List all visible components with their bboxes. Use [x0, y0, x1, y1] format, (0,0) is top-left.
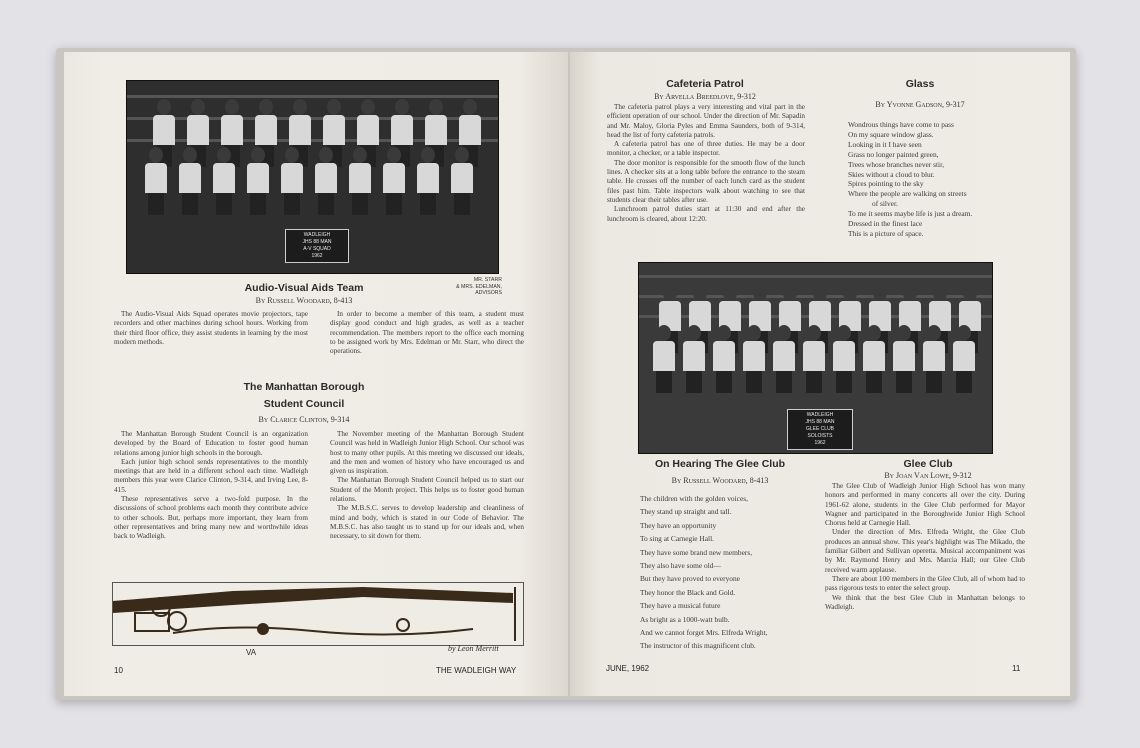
cafeteria-body [607, 103, 805, 224]
photo-figure [953, 325, 975, 393]
photo-figure [653, 325, 675, 393]
cartoon-drawing [113, 583, 523, 645]
poem-line: They have some brand new members, [640, 547, 753, 557]
photo-figure [417, 147, 439, 215]
av-article-byline: By Russell Woodard, 8-413 [255, 296, 353, 305]
council-title-line2: Student Council [263, 398, 345, 410]
av-squad-sign: WADLEIGH JHS 88 MAN A-V SQUAD 1962 [285, 229, 349, 263]
caption-line: & MRS. EDELMAN, [456, 283, 502, 290]
poem-line: To me it seems maybe life is just a dream. [848, 209, 973, 219]
glee-club-byline: By Joan Van Lowe, 9-312 [884, 471, 972, 480]
poem-line: Where the people are walking on streets [848, 189, 967, 199]
poem-line: They have a musical future [640, 601, 721, 611]
glass-poem [848, 120, 1058, 239]
photo-figure [893, 325, 915, 393]
photo-figure [213, 147, 235, 215]
council-col1 [114, 430, 308, 542]
glee-club-body [825, 482, 1025, 612]
poem-line: The children with the golden voices, [640, 494, 748, 503]
publication-name: THE WADLEIGH WAY [436, 666, 517, 675]
page-number-left: 10 [114, 666, 123, 675]
photo-figure [383, 147, 405, 215]
photo-figure [451, 147, 473, 215]
photo-figure [803, 325, 825, 393]
hearing-poem [640, 492, 840, 653]
photo-figure [743, 325, 765, 393]
poem-line: of silver. [872, 199, 898, 209]
paragraph: The Manhattan Borough Student Council helped us to start our Student of the Month project. This helps us to foster good human relations. [330, 476, 524, 504]
paragraph: The November meeting of the Manhattan Borough Student Council was held in Wadleigh Junior High School. Our school was host to many other pupils. At this meeting we discussed our ideals, and the men and women of history who have encouraged us and given us inspiration. [330, 430, 524, 476]
av-article-title: Audio-Visual Aids Team [244, 282, 364, 294]
photo-figure [773, 325, 795, 393]
page-number-right: 11 [1012, 664, 1021, 673]
paragraph: The cafeteria patrol plays a very interesting and vital part in the efficient operation of our school. Under the direction of Mr. Sapadin and Mr. Maloy, Gloria Pyles and Emma Saunders, both of 9-314, head the list of forty cafeteria patrols. [607, 103, 805, 139]
cartoon-initials: VA [246, 648, 257, 657]
paragraph: A cafeteria patrol has one of three duties. He may be a door monitor, a checker, or a table inspector. [607, 140, 805, 158]
poem-line: Skies without a cloud to blur. [848, 169, 935, 179]
paragraph: Under the direction of Mrs. Elfreda Wright, the Glee Club produces an annual show. This year's highlight was The Mikado, the familiar Gilbert and Sullivan operetta. Musical accompaniment was by Mr. Raymond Henry and Mrs. Marcia Hall; our Glee Club received warm applause. [825, 528, 1025, 574]
caption-line: ADVISORS [475, 290, 502, 296]
caption-line: MR. STARR [473, 277, 502, 283]
council-col2 [330, 430, 524, 542]
poem-line: Dressed in the finest lace [848, 219, 923, 229]
paragraph: Each junior high school sends representatives to the monthly meetings that are held in a different school each time. Wadleigh members this year were Clarice Clinton, 9-314, and Irving Lee, 8-415. [114, 457, 308, 494]
paragraph: The Audio-Visual Aids Squad operates movie projectors, tape recorders and other machines during school hours. Working from their third floor office, they assist students in learning by the most modern methods. [114, 310, 308, 346]
poem-line: To sing at Carnegie Hall. [640, 534, 714, 544]
photo-figure [923, 325, 945, 393]
poem-line: On my square window glass. [848, 129, 934, 139]
poem-line: And we cannot forget Mrs. Elfreda Wright, [640, 628, 768, 638]
poem-line: Wondrous things have come to pass [848, 120, 954, 129]
projector-cartoon [112, 582, 524, 646]
council-byline: By Clarice Clinton, 9-314 [258, 415, 350, 424]
photo-figure [349, 147, 371, 215]
paragraph: We think that the best Glee Club in Manhattan belongs to Wadleigh. [825, 593, 1025, 611]
paragraph: There are about 100 members in the Glee Club, all of whom had to pass rigorous tests to enter the select group. [825, 574, 1025, 593]
photo-figure [281, 147, 303, 215]
poem-line: Grass no longer painted green, [848, 149, 939, 159]
right-page [570, 52, 1070, 696]
photo-figure [145, 147, 167, 215]
av-article-col1 [114, 310, 308, 347]
poem-line: But they have proved to everyone [640, 574, 740, 584]
photo-figure [683, 325, 705, 393]
left-page [64, 52, 568, 696]
photo-figure [315, 147, 337, 215]
paragraph: In order to become a member of this team, a student must display good conduct and high grades, as well as a teacher recommendation. The members report to the office each morning to be assigned work by Mrs. Edelman or Mr. Starr, who direct the operations. [330, 310, 524, 356]
poem-line: Looking in it I have seen [848, 139, 922, 149]
paragraph: Lunchroom patrol duties start at 11:30 and end after the lunchroom is cleared, about 12:20. [607, 205, 805, 223]
paragraph: These representatives serve a two-fold purpose. In the discussions of school problems each month they contribute advice to other schools. But, perhaps more important, they learn from other representatives and bring many new and worthwhile ideas back to Wadleigh. [114, 495, 308, 541]
glee-club-sign: WADLEIGH JHS 88 MAN GLEE CLUB SOLOISTS 1962 [787, 409, 853, 450]
poem-line: They honor the Black and Gold. [640, 587, 736, 597]
hearing-title: On Hearing The Glee Club [654, 458, 786, 470]
paragraph: The Glee Club of Wadleigh Junior High School has won many honors and performed in many concerts all over the city. During 1961-62 alone, students in the Glee Club performed for Mayor Wagner and participated in the Boroughwide Junior High School Chorus held at Carnegie Hall. [825, 482, 1025, 528]
poem-line: They also have some old— [640, 561, 721, 571]
paragraph: The M.B.S.C. serves to develop leadership and cleanliness of mind and body, which is stated in our Code of Behavior. The M.B.S.C. has also taught us to stand up for our ideals and, when necessary, to sit down for them. [330, 504, 524, 541]
council-title-line1: The Manhattan Borough [243, 381, 365, 393]
paragraph: The Manhattan Borough Student Council is an organization developed by the Board of Education to foster good human relations among junior high schools in the borough. [114, 430, 308, 457]
cafeteria-title: Cafeteria Patrol [666, 78, 744, 90]
photo-figure [863, 325, 885, 393]
poem-line: Spires pointing to the sky [848, 179, 924, 189]
photo-figure [713, 325, 735, 393]
cartoon-signature: by Leon Merritt [448, 644, 499, 653]
photo-figure [833, 325, 855, 393]
glass-byline: By Yvonne Gadson, 9-317 [875, 100, 965, 109]
poem-line: This is a picture of space. [848, 228, 924, 238]
issue-date: JUNE, 1962 [606, 664, 650, 673]
av-team-photo [126, 80, 499, 274]
poem-line: They have an opportunity [640, 520, 717, 530]
poem-line: The instructor of this magnificent club. [640, 641, 756, 651]
photo-caption [424, 277, 502, 297]
photo-figure [247, 147, 269, 215]
hearing-byline: By Russell Woodard, 8-413 [671, 476, 769, 485]
glee-club-photo [638, 262, 993, 454]
poem-line: Trees whose branches never stir, [848, 159, 945, 169]
glass-title: Glass [905, 78, 935, 90]
poem-line: As bright as a 1000-watt bulb. [640, 614, 730, 624]
poem-line: They stand up straight and tall. [640, 507, 732, 517]
photo-figure [179, 147, 201, 215]
av-article-col2 [330, 310, 524, 356]
cafeteria-byline: By Arvella Breedlove, 9-312 [654, 92, 756, 101]
paragraph: The door monitor is responsible for the smooth flow of the lunch lines. A checker sits at a long table before the entrance to the steam table. He crosses off the number of each lunch card as the student files past him. Table inspectors walk about watching to see that students clear their tables after use. [607, 158, 805, 204]
glee-club-title: Glee Club [903, 458, 953, 470]
